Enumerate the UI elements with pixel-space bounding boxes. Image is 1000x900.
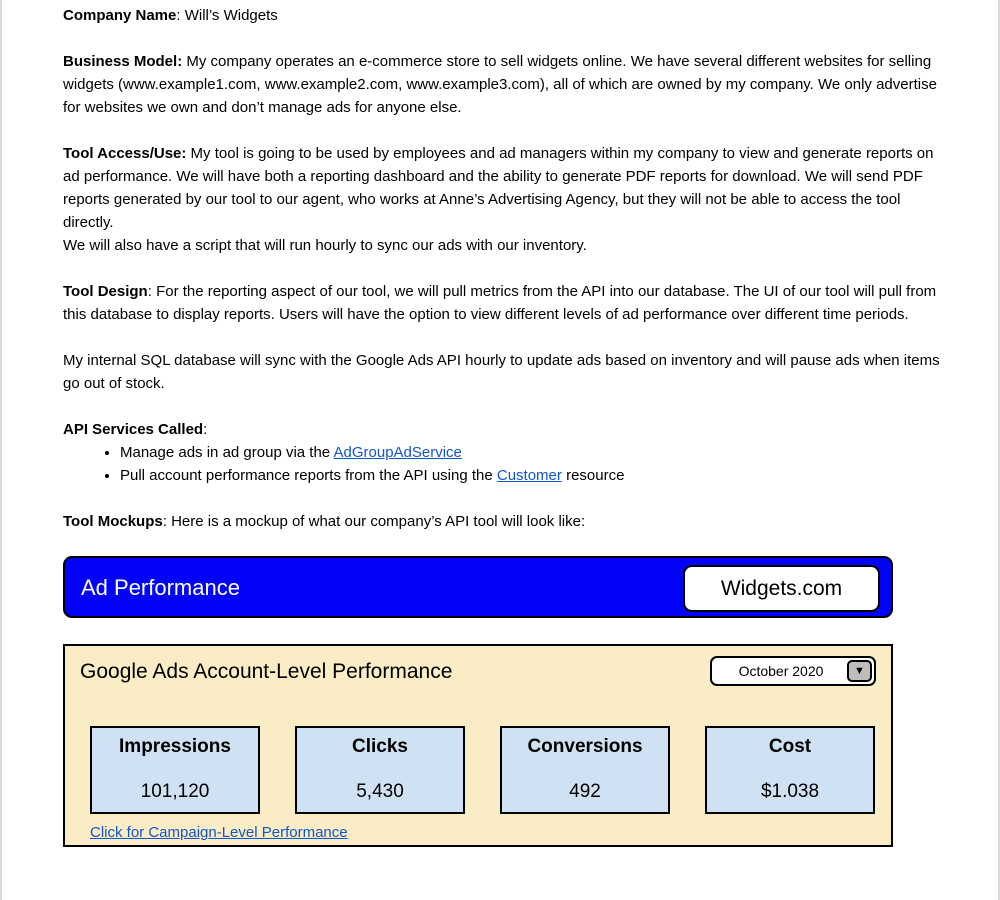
chevron-down-icon[interactable]: ▼ (847, 660, 872, 682)
metric-label: Clicks (352, 736, 408, 757)
metric-value: $1.038 (760, 781, 820, 802)
metric-label: Cost (768, 736, 812, 757)
business-model-text: My company operates an e-commerce store to sell widgets online. We have several different websites for selling widgets (www.example1.com, www.example2.com, www.example3.com), all of which are owned by my company. We only advertise for websites we own and don’t manage ads for anyone else. (63, 53, 937, 116)
document-body (63, 4, 941, 847)
api-services-list (63, 441, 941, 487)
tool-mockups-paragraph (63, 510, 941, 533)
api-services-heading (63, 418, 941, 441)
metric-card-clicks (295, 726, 465, 814)
adgroupadservice-link[interactable]: AdGroupAdService (333, 444, 462, 461)
tool-mockups-label: Tool Mockups (63, 513, 163, 530)
api-services-colon: : (203, 421, 208, 438)
widgets-site-button[interactable]: Widgets.com (683, 565, 880, 612)
list-item (120, 441, 941, 464)
campaign-level-performance-link[interactable]: Click for Campaign-Level Performance (90, 824, 348, 841)
metric-card-impressions (90, 726, 260, 814)
tool-access-text: My tool is going to be used by employees and ad managers within my company to view and generate reports on ad performance. We will have both a reporting dashboard and the ability to generate PDF reports for download. We will send PDF reports generated by our tool to our agent, who works at Anne’s Advertising Agency, but they will not be able to access the tool directly. (63, 145, 934, 231)
tool-design-label: Tool Design (63, 283, 148, 300)
customer-link[interactable]: Customer (496, 467, 562, 484)
tool-access-paragraph (63, 142, 941, 257)
month-dropdown[interactable] (710, 656, 876, 686)
sql-note-paragraph (63, 349, 941, 395)
metric-card-cost (705, 726, 875, 814)
month-dropdown-value: October 2020 (738, 662, 824, 679)
bullet-text-post: resource (561, 467, 625, 484)
company-name-label: Company Name (63, 7, 177, 24)
metric-label: Conversions (527, 736, 643, 757)
list-item (120, 464, 941, 487)
business-model-label: Business Model: (63, 53, 183, 70)
bullet-text-pre: Pull account performance reports from the API using the (120, 467, 497, 484)
metric-value: 492 (569, 781, 601, 802)
metric-value: 5,430 (356, 781, 404, 802)
sql-note-text: My internal SQL database will sync with the Google Ads API hourly to update ads based on inventory and will pause ads when items go out of stock. (63, 352, 940, 392)
tool-design-paragraph (63, 280, 941, 326)
api-services-label: API Services Called (63, 421, 204, 438)
account-performance-panel (63, 644, 893, 847)
tool-design-text: : For the reporting aspect of our tool, we will pull metrics from the API into our database. The UI of our tool will pull from this database to display reports. Users will have the option to view different levels of ad performance over different time periods. (63, 283, 937, 323)
company-name-paragraph (63, 4, 941, 27)
panel-title: Google Ads Account-Level Performance (80, 660, 453, 683)
metric-label: Impressions (119, 736, 231, 757)
company-name-value: : Will’s Widgets (176, 7, 278, 24)
metric-card-conversions (500, 726, 670, 814)
business-model-paragraph (63, 50, 941, 119)
tool-mockups-text: : Here is a mockup of what our company’s API tool will look like: (162, 513, 586, 530)
ad-performance-title: Ad Performance (81, 574, 240, 600)
tool-access-label: Tool Access/Use: (63, 145, 187, 162)
metric-value: 101,120 (140, 781, 210, 802)
tool-access-text-line2: We will also have a script that will run hourly to sync our ads with our inventory. (63, 237, 587, 254)
metric-cards-row (90, 726, 875, 814)
bullet-text-pre: Manage ads in ad group via the (120, 444, 334, 461)
mockup-header-bar (63, 556, 893, 618)
